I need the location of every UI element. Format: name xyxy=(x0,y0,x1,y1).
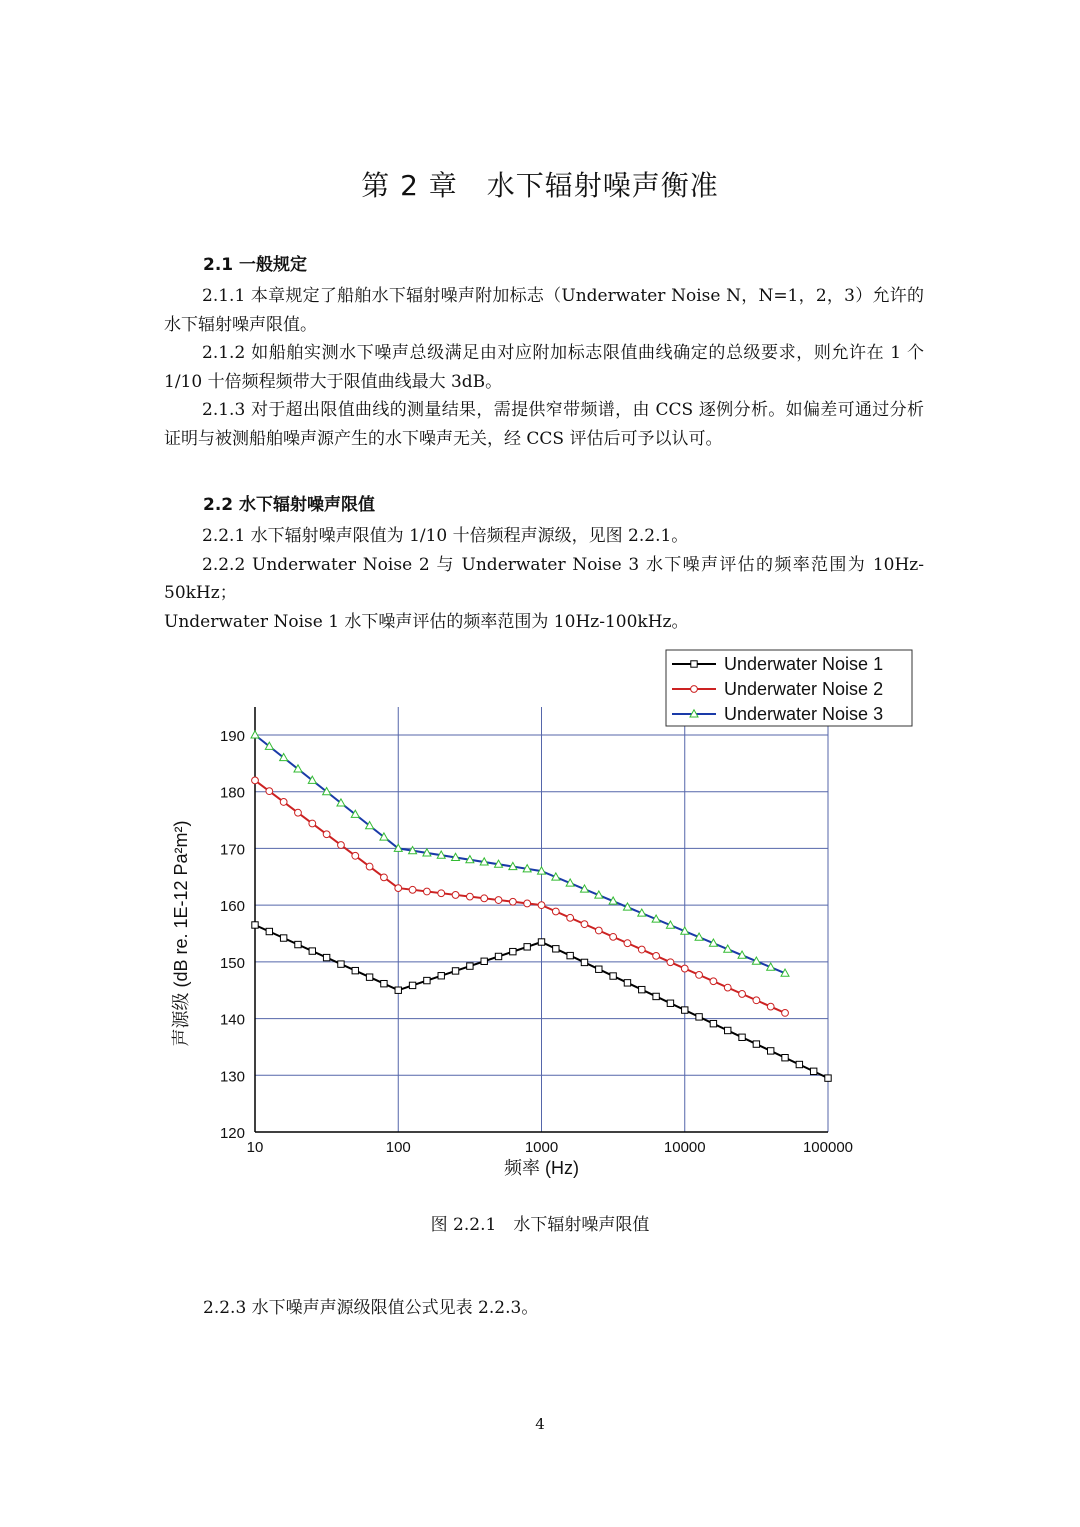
series-2-marker xyxy=(309,820,316,827)
series-2-marker xyxy=(767,1003,774,1010)
legend-marker-2 xyxy=(691,686,698,693)
y-axis-label: 声源级 (dB re. 1E-12 Pa²m²) xyxy=(171,820,191,1047)
series-1-marker xyxy=(481,958,487,964)
series-2-marker xyxy=(280,799,287,806)
series-1-marker xyxy=(524,944,530,950)
series-1-marker xyxy=(667,1000,673,1006)
series-2-marker xyxy=(366,863,373,870)
series-1-marker xyxy=(338,961,344,967)
series-1-marker xyxy=(266,928,272,934)
series-1-marker xyxy=(610,973,616,979)
y-tick-label: 140 xyxy=(219,1011,245,1029)
series-2-marker xyxy=(438,890,445,897)
paragraph-2-1-2: 2.1.2 如船舶实测水下噪声总级满足由对应附加标志限值曲线确定的总级要求，则允许在 1 个 1/10 十倍频程频带大于限值曲线最大 3dB。 xyxy=(164,343,924,392)
series-1-marker xyxy=(768,1048,774,1054)
series-1-marker xyxy=(653,993,659,999)
paragraph-2-1-3: 2.1.3 对于超出限值曲线的测量结果，需提供窄带频谱，由 CCS 逐例分析。如偏差可通过分析证明与被测船舶噪声源产生的水下噪声无关，经 CCS 评估后可予以认可。 xyxy=(164,400,924,449)
series-2-marker xyxy=(466,893,473,900)
y-tick-label: 120 xyxy=(219,1125,245,1142)
series-2-marker xyxy=(653,952,660,959)
x-tick-label: 10000 xyxy=(663,1139,706,1156)
series-1-marker xyxy=(467,963,473,969)
series-2-marker xyxy=(509,898,516,905)
series-1-marker xyxy=(796,1061,802,1067)
series-2-marker xyxy=(595,927,602,934)
series-1-marker xyxy=(596,966,602,972)
x-tick-label: 10 xyxy=(246,1139,264,1156)
series-1-marker xyxy=(682,1007,688,1013)
section-heading-2-1: 2.1 一般规定 xyxy=(203,255,308,275)
series-1-marker xyxy=(553,946,559,952)
legend-label-2: Underwater Noise 2 xyxy=(724,679,884,699)
paragraph-2-2-1: 2.2.1 水下辐射噪声限值为 1/10 十倍频程声源级，见图 2.2.1。 xyxy=(202,526,689,546)
paragraph-2-2-2: 2.2.2 Underwater Noise 2 与 Underwater Noise 3 水下噪声评估的频率范围为 10Hz-50kHz； xyxy=(164,554,924,603)
series-1-marker xyxy=(782,1055,788,1061)
paragraph-2-2-2-cont: Underwater Noise 1 水下噪声评估的频率范围为 10Hz-100kHz。 xyxy=(164,611,689,632)
series-2-marker xyxy=(581,921,588,928)
series-1-marker xyxy=(295,941,301,947)
series-1-marker xyxy=(739,1034,745,1040)
series-1-marker xyxy=(810,1068,816,1074)
y-tick-label: 130 xyxy=(219,1068,245,1086)
series-1-marker xyxy=(452,968,458,974)
series-2-marker xyxy=(381,874,388,881)
series-1-marker xyxy=(438,973,444,979)
series-2-marker xyxy=(295,809,302,816)
series-1-marker xyxy=(510,948,516,954)
y-tick-label: 180 xyxy=(219,784,245,802)
series-2-marker xyxy=(552,908,559,915)
series-2-marker xyxy=(252,777,259,784)
closing-paragraph xyxy=(203,1294,903,1323)
series-2-marker xyxy=(424,888,431,895)
series-1-marker xyxy=(381,980,387,986)
x-axis-label: 频率 (Hz) xyxy=(504,1158,579,1178)
paragraph-2-1-1: 2.1.1 本章规定了船舶水下辐射噪声附加标志（Underwater Noise N，N=1，2，3）允许的水下辐射噪声限值。 xyxy=(164,286,924,335)
series-2-marker xyxy=(323,831,330,838)
series-2-marker xyxy=(638,946,645,953)
x-tick-label: 100000 xyxy=(802,1139,854,1156)
series-2-marker xyxy=(681,965,688,972)
noise-limit-chart xyxy=(150,640,930,1200)
series-1-marker xyxy=(538,939,544,945)
series-2-marker xyxy=(610,933,617,940)
series-1-marker xyxy=(753,1041,759,1047)
series-1-marker xyxy=(710,1020,716,1026)
series-1-marker xyxy=(395,987,401,993)
series-1-marker xyxy=(639,986,645,992)
legend-marker-1 xyxy=(691,661,697,667)
x-tick-label: 1000 xyxy=(524,1139,559,1156)
y-tick-label: 160 xyxy=(219,898,245,916)
series-2-marker xyxy=(452,892,459,899)
series-2-marker xyxy=(538,902,545,909)
y-tick-label: 170 xyxy=(219,841,245,859)
chapter-title: 第 2 章 水下辐射噪声衡准 xyxy=(361,169,719,202)
series-2-marker xyxy=(724,984,731,991)
x-tick-label: 100 xyxy=(385,1139,411,1156)
series-2-marker xyxy=(710,978,717,985)
series-2-marker xyxy=(567,914,574,921)
legend-label-3: Underwater Noise 3 xyxy=(724,704,884,724)
y-tick-label: 190 xyxy=(219,728,245,745)
series-2-marker xyxy=(266,788,273,795)
series-2-marker xyxy=(524,900,531,907)
series-2-marker xyxy=(782,1010,789,1017)
page-number: 4 xyxy=(535,1415,545,1433)
series-2-marker xyxy=(624,940,631,947)
series-1-marker xyxy=(696,1014,702,1020)
y-tick-label: 150 xyxy=(219,954,245,972)
series-1-marker xyxy=(409,982,415,988)
figure-caption: 图 2.2.1 水下辐射噪声限值 xyxy=(430,1215,650,1235)
section-2-2-body xyxy=(164,522,924,636)
series-2-marker xyxy=(338,842,345,849)
section-2-1-body xyxy=(164,282,924,453)
series-1-marker xyxy=(252,922,258,928)
series-1-marker xyxy=(495,953,501,959)
section-heading-2-2: 2.2 水下辐射噪声限值 xyxy=(203,495,376,515)
legend-label-1: Underwater Noise 1 xyxy=(724,654,884,674)
series-1-marker xyxy=(280,935,286,941)
paragraph-2-2-3: 2.2.3 水下噪声声源级限值公式见表 2.2.3。 xyxy=(203,1298,539,1318)
series-1-marker xyxy=(352,967,358,973)
series-1-marker xyxy=(309,948,315,954)
series-2-marker xyxy=(409,886,416,893)
series-1-marker xyxy=(581,959,587,965)
series-1-marker xyxy=(323,954,329,960)
series-1-marker xyxy=(825,1075,831,1081)
series-2-marker xyxy=(495,897,502,904)
series-2-marker xyxy=(481,895,488,902)
series-2-marker xyxy=(753,997,760,1004)
series-2-marker xyxy=(352,852,359,859)
series-2-marker xyxy=(739,991,746,998)
series-1-marker xyxy=(424,977,430,983)
series-2-marker xyxy=(395,885,402,892)
series-2-marker xyxy=(696,972,703,979)
series-1-marker xyxy=(624,980,630,986)
series-1-marker xyxy=(366,974,372,980)
series-1-marker xyxy=(567,952,573,958)
series-1-marker xyxy=(725,1027,731,1033)
series-2-marker xyxy=(667,959,674,966)
